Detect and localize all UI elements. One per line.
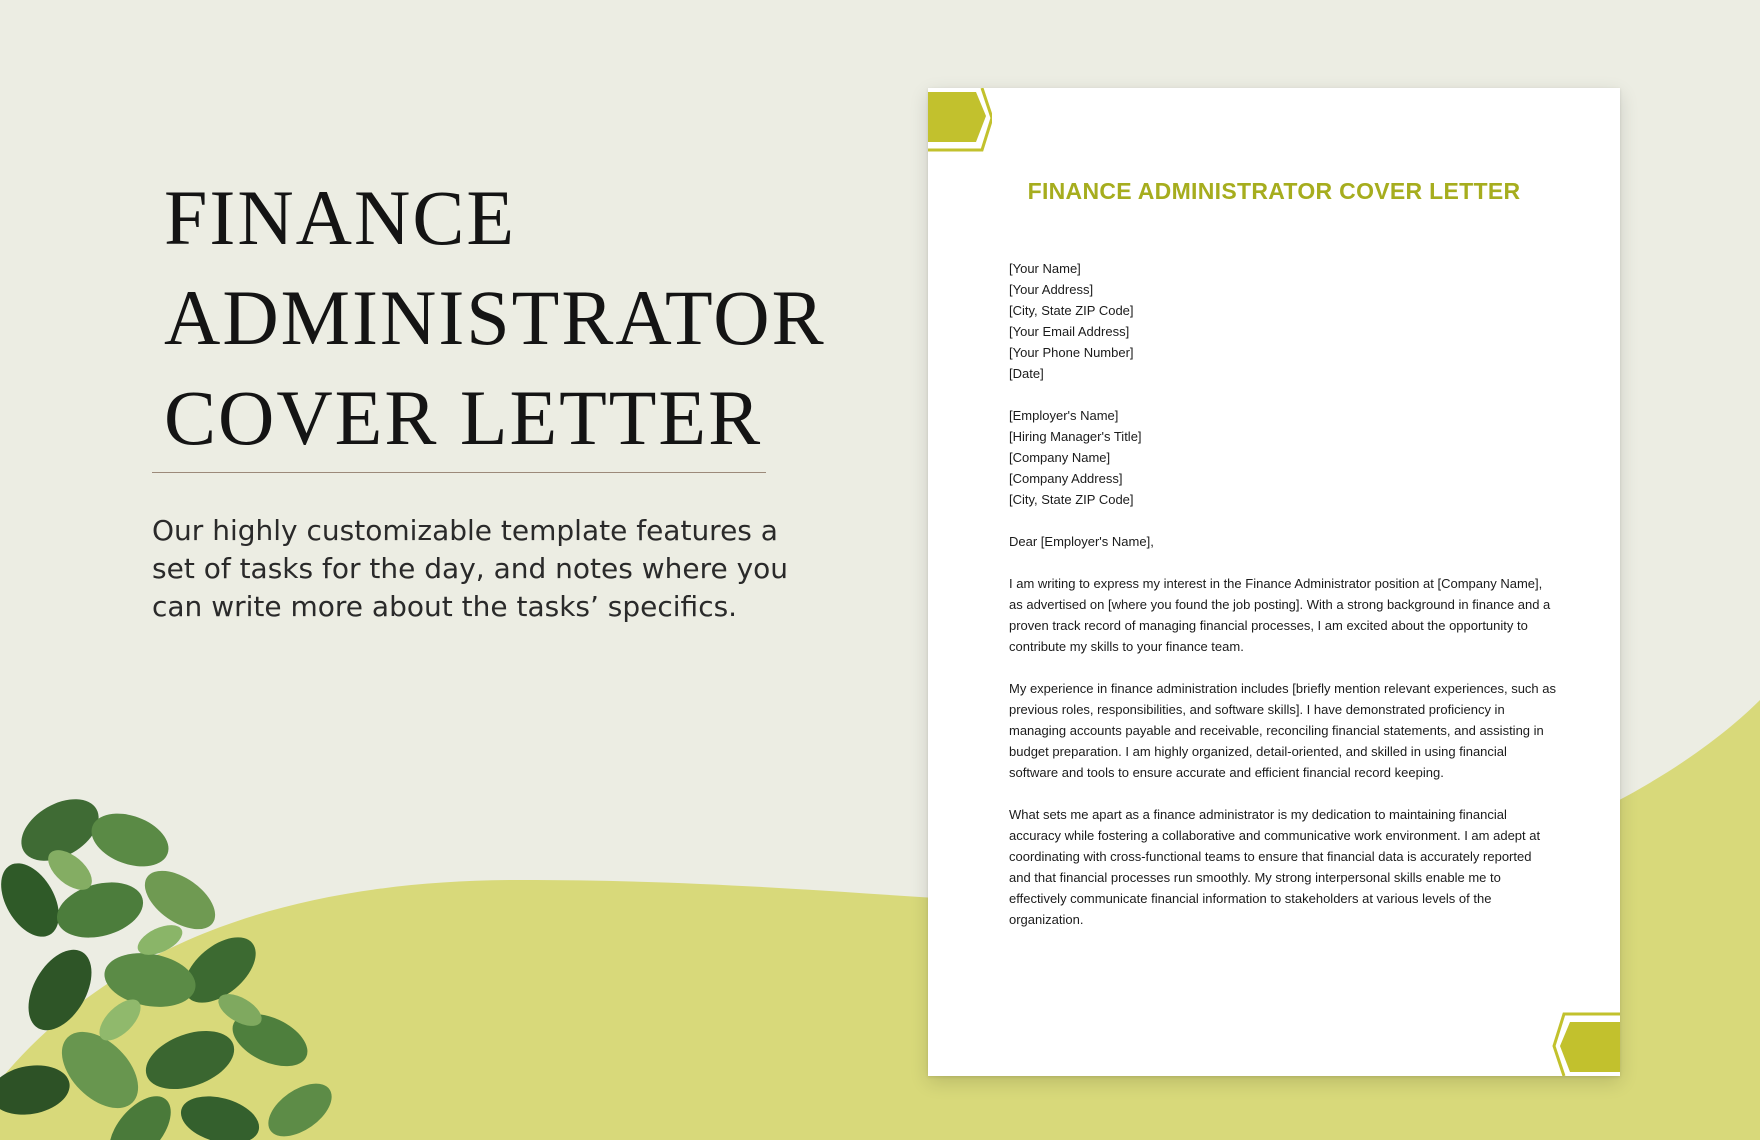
sender-line: [Date] — [1009, 366, 1044, 381]
letter-paragraph — [1009, 678, 1557, 783]
hero-description: Our highly customizable template features a set of tasks for the day, and notes where you can write more about the tasks’ specifics. — [152, 514, 789, 623]
sender-line: [City, State ZIP Code] — [1009, 303, 1134, 318]
paragraph-line: I am writing to express my interest in the Finance Administrator position at [Company Name], — [1009, 576, 1543, 591]
paragraph-line: organization. — [1009, 912, 1084, 927]
paragraph-line: budget preparation. I am highly organized, detail-oriented, and skilled in using financial — [1009, 744, 1507, 759]
hero-title — [164, 168, 864, 468]
recipient-line: [Company Address] — [1009, 471, 1123, 486]
paragraph-line: effectively communicate financial information to stakeholders at various levels of the — [1009, 891, 1492, 906]
letter-body — [1009, 258, 1557, 951]
paragraph-line: What sets me apart as a finance administrator is my dedication to maintaining financial — [1009, 807, 1507, 822]
recipient-line: [Hiring Manager's Title] — [1009, 429, 1142, 444]
recipient-line: [Company Name] — [1009, 450, 1111, 465]
recipient-line: [City, State ZIP Code] — [1009, 492, 1134, 507]
sender-line: [Your Phone Number] — [1009, 345, 1134, 360]
paragraph-line: software and tools to ensure accurate and efficient financial record keeping. — [1009, 765, 1444, 780]
paragraph-line: proven track record of managing financial processes, I am excited about the opportunity to — [1009, 618, 1528, 633]
letter-paragraph — [1009, 573, 1549, 657]
paragraph-line: accuracy while fostering a collaborative and communicative work environment. I am adept at — [1009, 828, 1541, 843]
corner-hexagon-bottom-right — [1552, 1008, 1620, 1076]
letter-paragraph — [1009, 804, 1549, 930]
corner-hexagon-top-left — [928, 88, 992, 156]
paragraph-line: My experience in finance administration includes [briefly mention relevant experiences, such as — [1009, 681, 1557, 696]
salutation: Dear [Employer's Name], — [1009, 534, 1154, 549]
plant-leaves — [0, 786, 341, 1140]
sender-line: [Your Email Address] — [1009, 324, 1130, 339]
title-divider — [152, 472, 766, 473]
recipient-address-block — [1009, 405, 1549, 510]
paragraph-line: and that financial processes run smoothly. My strong interpersonal skills enable me to — [1009, 870, 1501, 885]
sender-line: [Your Address] — [1009, 282, 1094, 297]
letter-title: FINANCE ADMINISTRATOR COVER LETTER — [1027, 178, 1521, 204]
cover-letter-page — [928, 88, 1620, 1076]
hero-title-line: COVER LETTER — [164, 374, 763, 461]
sender-line: [Your Name] — [1009, 261, 1081, 276]
hero-title-line: FINANCE — [164, 174, 517, 261]
paragraph-line: contribute my skills to your finance team. — [1009, 639, 1244, 654]
paragraph-line: managing accounts payable and receivable, reconciling financial statements, and assisting in — [1009, 723, 1544, 738]
hero-title-line: ADMINISTRATOR — [164, 274, 826, 361]
paragraph-line: as advertised on [where you found the job posting]. With a strong background in finance and a — [1009, 597, 1551, 612]
plant-image — [0, 770, 360, 1140]
paragraph-line: previous roles, responsibilities, and software skills]. I have demonstrated proficiency in — [1009, 702, 1505, 717]
recipient-line: [Employer's Name] — [1009, 408, 1119, 423]
sender-address-block — [1009, 258, 1549, 384]
paragraph-line: coordinating with cross-functional teams to ensure that financial data is accurately reported — [1009, 849, 1532, 864]
